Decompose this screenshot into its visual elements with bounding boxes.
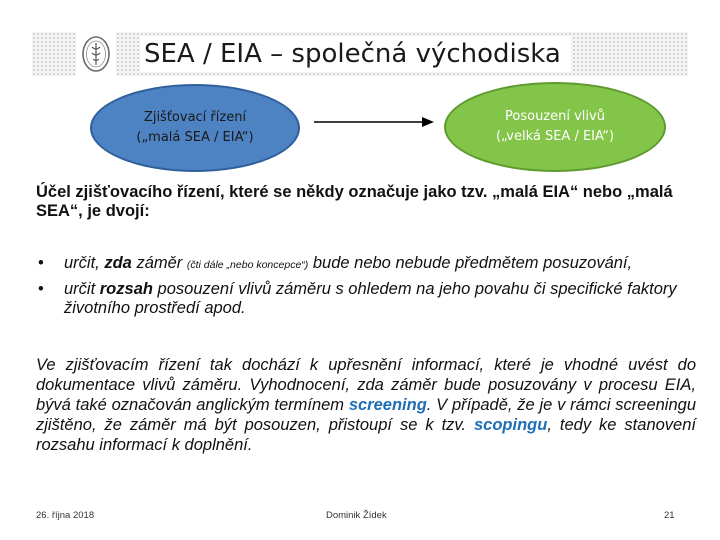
bullet-text-pre: určit (64, 279, 100, 298)
bullet-dot-icon: • (38, 254, 44, 272)
bullet-text-pre: určit, (64, 254, 105, 272)
footer-author: Dominik Žídek (326, 510, 387, 521)
slide-title: SEA / EIA – společná východiska (140, 36, 571, 72)
assessment-ellipse-line2: („velká SEA / EIA“) (495, 129, 615, 144)
screening-ellipse (90, 84, 300, 172)
bullet-text-mid: záměr (131, 254, 187, 272)
bullet-item (36, 254, 696, 276)
paragraph-text: . V případě, že je v rámci screeningu zjištěno, že záměr má být posouzen, přistoupí se k tzv. (36, 396, 696, 434)
assessment-ellipse-line1: Posouzení vlivů (505, 109, 605, 124)
bullet-item (36, 280, 696, 319)
bullet-text-post: posouzení vlivů záměru s ohledem na jeho povahu či specifické faktory životního prostředí apod. (64, 279, 677, 317)
bullet-text-bold: rozsah (99, 279, 153, 298)
paragraph-text: Ve zjišťovacím řízení tak dochází k upřesnění informací, které je vhodné uvést do dokumentace vlivů záměru. Vyhodnocení, zda záměr bude posuzovány v procesu EIA, bývá také označován anglickým termínem (36, 356, 696, 414)
keyword-screening: screening (348, 396, 427, 414)
screening-ellipse-line2: („malá SEA / EIA“) (136, 130, 254, 145)
intro-paragraph: Účel zjišťovacího řízení, které se někdy označuje jako tzv. „malá EIA“ nebo „malá SEA“, je dvojí: (36, 183, 673, 220)
paragraph-text: , tedy ke stanovení rozsahu informací k doplnění. (36, 416, 696, 454)
screening-ellipse-line1: Zjišťovací řízení (143, 110, 247, 125)
bullet-text-bold: zda (104, 254, 132, 272)
bullet-text-post: bude nebo nebude předmětem posuzování, (308, 254, 633, 272)
bullet-text-note: (čti dále „nebo koncepce“) (186, 259, 309, 271)
flow-arrow-icon (312, 114, 436, 130)
purpose-bullet-list (36, 254, 696, 323)
footer-date: 26. října 2018 (36, 510, 95, 521)
university-seal-icon (76, 32, 116, 76)
page-number: 21 (664, 510, 675, 521)
assessment-ellipse (444, 82, 666, 172)
bullet-dot-icon: • (38, 279, 44, 298)
keyword-scoping: scopingu (473, 416, 548, 434)
screening-paragraph (36, 355, 696, 455)
